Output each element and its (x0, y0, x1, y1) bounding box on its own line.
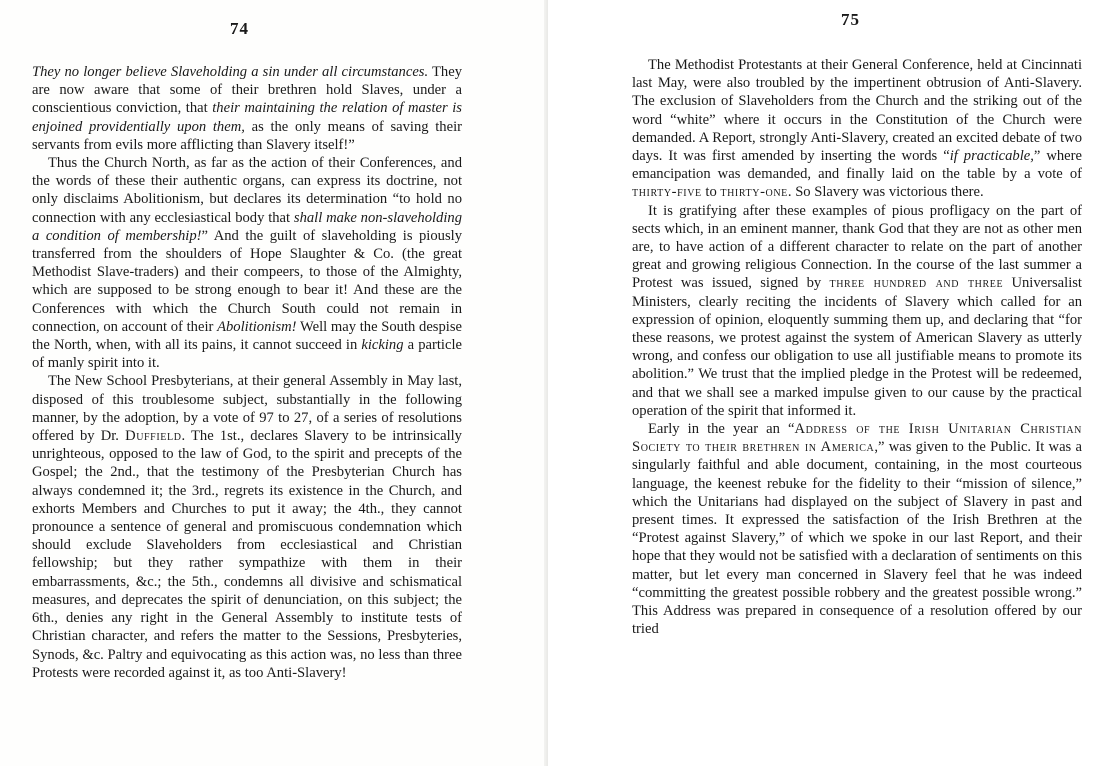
left-p2-text-c: ” And the guilt of slaveholding is piously transferred from the shoulders of Hope Slaughter & Co. (the great Methodist Slave-traders) and their compeers, to those of the Almighty, which are supposed to be strong enough to bear it! And these are the Conferences with which the Church South could not remain in connection, on account of their (32, 227, 462, 335)
left-p1-tail: as the only means of saving their servants from evils more afflicting than Slavery itself!” (32, 118, 462, 153)
right-paragraph-2 (632, 202, 1082, 420)
right-p3-text-c: ,” was given to the Public. It was a singularly faithful and able document, containing, in the most courteous language, the keenest rebuke for the fidelity to their “mission of silence,” which the Unitarians had displayed on the subject of Slavery in past and present times. It expressed the satisfaction of the Irish Brethren at the “Protest against Slavery,” of which we spoke in our last Report, and their hope that they would not be satisfied with a declaration of sentiments on this matter, but let every man concerned in Slavery feel that he was indeed “committing the greatest possible robbery and the greatest possible wrong.” This Address was prepared in consequence of a resolution offered by our tried (632, 439, 1082, 638)
right-p3-text-a: Early in the year an “ (648, 421, 795, 438)
left-p3-text-c: . The 1st., declares Slavery to be intrinsically unrighteous, opposed to the law of God, to the spirit and precepts of the Gospel; the 2nd., that the testimony of the Presbyterian Church has always condemned it; the 3rd., regrets its existence in the Church, and exhorts Members and Churches to put it away; the 4th., they cannot pronounce a sentence of general and promiscuous condemnation which should exclude Slaveholders from ecclesiastical and Christian fellowship; but they rather sympathize with them in their embarrassments, &c.; the 5th., condemns all divisive and schismatical measures, and deprecates the spirit of denunciation, on this subject; the 6th., denies any right in the General Assembly to institute tests of Christian character, and refers the matter to the Sessions, Presbyteries, Synods, &c. Paltry and equivocating as this action was, no less than three Protests were recorded against it, as too Anti-Slavery! (32, 428, 462, 681)
left-paragraph-3 (32, 372, 462, 681)
left-p2-text-g: a particle of manly spirit into it. (32, 337, 462, 372)
left-p2-italic-b: shall make non-slaveholding a condition of membership! (32, 209, 462, 244)
right-paragraph-1 (632, 56, 1082, 202)
left-p2-text-e: Well may the South despise the North, when, with all its pains, it cannot succeed in (32, 318, 462, 354)
right-p1-text-g: . So Slavery was victorious there. (787, 184, 984, 201)
right-page-text (632, 56, 1082, 639)
right-p1-text-e: to (701, 184, 721, 201)
right-p2-text-a: It is gratifying after these examples of pious profligacy on the part of sects which, in an eminent manner, thank God that they are not as other men are, to have action of a different character to relate on the part of another great and growing religious Connection. In the course of the last summer a Protest was issued, signed by (632, 202, 1082, 292)
right-p1-text-c: ” where emancipation was demanded, and finally laid on the table by a vote of (632, 148, 1083, 183)
left-p3-text-a: The New School Presbyterians, at their general Assembly in May last, disposed of this troublesome subject, substantially in the following manner, by the adoption, by a vote of 97 to 27, of a series of resolutions offered by Dr. (32, 373, 462, 445)
left-p1-text: They are now aware that some of their brethren hold Slaves, under a conscientious conviction, that (32, 64, 462, 117)
right-p2-smallcaps-b: three hundred and three (829, 275, 1004, 292)
right-paragraph-3 (632, 420, 1082, 638)
right-p1-italic-b: if practicable, (949, 148, 1034, 165)
right-p3-smallcaps-b: Address of the Irish Unitarian Christian Society to their brethren in America (632, 421, 1082, 456)
left-p3-smallcaps-name: Duffield (125, 428, 182, 445)
page-number-left: 74 (230, 19, 249, 38)
left-p2-text-a: Thus the Church North, as far as the action of their Conferences, and the words of these their authentic organs, can express its doctrine, not only disclaims Abolitionism, but declares its determination “to hold no connection with any ecclesiastical body that (32, 155, 462, 226)
left-p1-italic-lead: They no longer believe Slaveholding a sin under all circumstances. (32, 64, 429, 80)
left-p2-italic-d: Abolitionism! (217, 318, 297, 335)
right-p1-smallcaps-f: thirty-one (720, 184, 788, 201)
left-paragraph-2 (32, 154, 462, 372)
left-p2-italic-f: kicking (361, 337, 404, 354)
left-p1-italic-quote: their maintaining the relation of master is enjoined providentially upon them, (32, 100, 462, 135)
right-p1-text-a: The Methodist Protestants at their General Conference, held at Cincinnati last May, were also troubled by the impertinent obtrusion of Anti-Slavery. The exclusion of Slaveholders from the Church and the striking out of the word “white” where it occurs in the Constitution of the Church were demanded. A Report, strongly Anti-Slavery, created an excited debate of two days. It was first amended by inserting the words “ (632, 57, 1082, 165)
page-number-right: 75 (841, 10, 860, 29)
left-page (0, 0, 548, 766)
right-p1-smallcaps-d: thirty-five (632, 184, 702, 201)
left-page-text (32, 63, 462, 682)
right-p2-text-c: Universalist Ministers, clearly reciting the incidents of Slavery which called for an expression of opinion, eloquently summing them up, and declaring that “for these reasons, we protest against the system of American Slavery as utterly wrong, and confess our obligation to use all justifiable means to promote its abolition.” We trust that the implied pledge in the Protest will be redeemed, and that we shall see a marked impulse given to our cause by the practical operation of the spirit that informed it. (632, 275, 1082, 419)
left-paragraph-1 (32, 63, 462, 154)
